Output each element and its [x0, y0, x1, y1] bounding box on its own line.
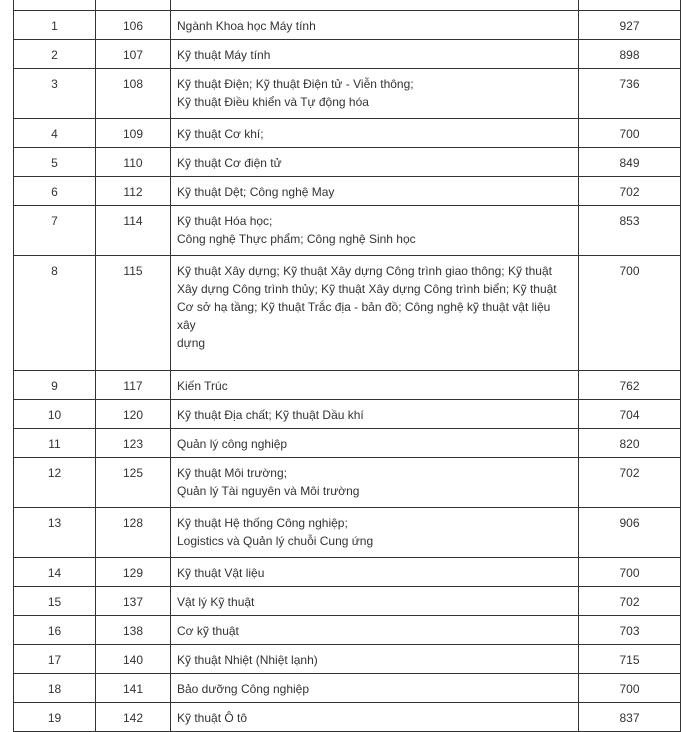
- major-name: [171, 400, 579, 429]
- major-name-line: Kỹ thuật Máy tính: [177, 48, 271, 62]
- major-name-line: Bảo dưỡng Công nghiệp: [177, 682, 309, 696]
- table-row: [14, 587, 681, 616]
- table-row: [14, 40, 681, 69]
- major-code: 108: [96, 69, 171, 119]
- row-number: 3: [14, 69, 96, 119]
- table-row: [14, 371, 681, 400]
- admission-score: 853: [579, 206, 681, 256]
- major-name: [171, 616, 579, 645]
- major-name: [171, 703, 579, 732]
- admission-score: 700: [579, 674, 681, 703]
- admission-score: 702: [579, 458, 681, 508]
- row-number: 16: [14, 616, 96, 645]
- row-number: 15: [14, 587, 96, 616]
- major-name-line: Vật lý Kỹ thuật: [177, 595, 255, 609]
- admission-score: 849: [579, 148, 681, 177]
- row-number: 10: [14, 400, 96, 429]
- table-row: [14, 458, 681, 508]
- table-row: [14, 256, 681, 371]
- major-code: 109: [96, 119, 171, 148]
- table-row: [14, 11, 681, 40]
- major-code: 125: [96, 458, 171, 508]
- admission-score: 736: [579, 69, 681, 119]
- major-code: 128: [96, 508, 171, 558]
- row-number: 2: [14, 40, 96, 69]
- major-name: [171, 674, 579, 703]
- major-code: 115: [96, 256, 171, 371]
- row-number: 17: [14, 645, 96, 674]
- major-name-line: Kỹ thuật Hệ thống Công nghiệp;: [177, 516, 348, 530]
- major-name-line: Quản lý công nghiệp: [177, 437, 288, 451]
- major-name-line: Cơ sở hạ tầng; Kỹ thuật Trắc địa - bản đồ; Công nghệ kỹ thuật vật liệu xây: [177, 300, 551, 332]
- admission-score: 704: [579, 400, 681, 429]
- major-name-line: Kỹ thuật Cơ khí;: [177, 127, 264, 141]
- table-row: [14, 558, 681, 587]
- major-name-line: Logistics và Quản lý chuỗi Cung ứng: [177, 534, 374, 548]
- major-name: [171, 177, 579, 206]
- admission-score: 700: [579, 119, 681, 148]
- admission-score: 700: [579, 256, 681, 371]
- admission-score: 700: [579, 558, 681, 587]
- table-row: [14, 429, 681, 458]
- admission-score: 906: [579, 508, 681, 558]
- row-number: 7: [14, 206, 96, 256]
- admission-score-table: [13, 0, 681, 732]
- table-row: [14, 206, 681, 256]
- table-row: [14, 674, 681, 703]
- major-code: 141: [96, 674, 171, 703]
- major-code: 112: [96, 177, 171, 206]
- table-row: [14, 616, 681, 645]
- row-number: 19: [14, 703, 96, 732]
- major-code: 129: [96, 558, 171, 587]
- admission-score: 927: [579, 11, 681, 40]
- major-name: [171, 206, 579, 256]
- major-name: [171, 256, 579, 371]
- row-number: 18: [14, 674, 96, 703]
- major-name-line: Kỹ thuật Điện; Kỹ thuật Điện tử - Viễn thông;: [177, 77, 414, 91]
- major-name: [171, 587, 579, 616]
- major-name-line: Kỹ thuật Dệt; Công nghệ May: [177, 185, 335, 199]
- major-name: [171, 645, 579, 674]
- major-name-line: Quản lý Tài nguyên và Môi trường: [177, 484, 360, 498]
- admission-score: 702: [579, 177, 681, 206]
- table-row-empty: [14, 0, 681, 11]
- admission-score: 837: [579, 703, 681, 732]
- admission-score: 762: [579, 371, 681, 400]
- major-name: [171, 11, 579, 40]
- major-code: 114: [96, 206, 171, 256]
- major-name-line: Kỹ thuật Cơ điện tử: [177, 156, 282, 170]
- row-number: 8: [14, 256, 96, 371]
- table-row: [14, 703, 681, 732]
- major-name: [171, 429, 579, 458]
- table-row: [14, 119, 681, 148]
- admission-score: 898: [579, 40, 681, 69]
- major-name-line: Kỹ thuật Vật liệu: [177, 566, 265, 580]
- major-code: 138: [96, 616, 171, 645]
- table-row: [14, 400, 681, 429]
- major-name-line: Kỹ thuật Điều khiển và Tự động hóa: [177, 95, 369, 109]
- admission-score: 703: [579, 616, 681, 645]
- major-name-line: Cơ kỹ thuật: [177, 624, 239, 638]
- major-name-line: Kiến Trúc: [177, 379, 228, 393]
- major-name: [171, 558, 579, 587]
- major-name: [171, 508, 579, 558]
- major-name-line: Kỹ thuật Nhiệt (Nhiệt lạnh): [177, 653, 318, 667]
- table-row: [14, 177, 681, 206]
- major-name-line: Kỹ thuật Ô tô: [177, 711, 248, 725]
- admission-score: 715: [579, 645, 681, 674]
- admission-score: 702: [579, 587, 681, 616]
- row-number: 1: [14, 11, 96, 40]
- major-name-line: Xây dựng Công trình thủy; Kỹ thuật Xây dựng Công trình biển; Kỹ thuật: [177, 282, 557, 296]
- major-code: 123: [96, 429, 171, 458]
- table-row: [14, 645, 681, 674]
- row-number: 6: [14, 177, 96, 206]
- major-code: 107: [96, 40, 171, 69]
- major-code: 117: [96, 371, 171, 400]
- major-name: [171, 40, 579, 69]
- table-row: [14, 508, 681, 558]
- major-code: 142: [96, 703, 171, 732]
- major-name-line: Công nghệ Thực phẩm; Công nghệ Sinh học: [177, 232, 416, 246]
- row-number: 11: [14, 429, 96, 458]
- major-name-line: Kỹ thuật Hóa học;: [177, 214, 273, 228]
- row-number: 5: [14, 148, 96, 177]
- table-body: [14, 0, 681, 732]
- admission-score: 820: [579, 429, 681, 458]
- row-number: 4: [14, 119, 96, 148]
- major-name: [171, 148, 579, 177]
- major-code: 140: [96, 645, 171, 674]
- major-name: [171, 371, 579, 400]
- major-code: 106: [96, 11, 171, 40]
- major-name: [171, 119, 579, 148]
- table-row: [14, 69, 681, 119]
- row-number: 9: [14, 371, 96, 400]
- major-name-line: Kỹ thuật Xây dựng; Kỹ thuật Xây dựng Công trình giao thông; Kỹ thuật: [177, 264, 552, 278]
- row-number: 14: [14, 558, 96, 587]
- row-number: 13: [14, 508, 96, 558]
- major-name-line: dựng: [177, 336, 206, 350]
- table-row: [14, 148, 681, 177]
- row-number: 12: [14, 458, 96, 508]
- major-name: [171, 69, 579, 119]
- major-code: 110: [96, 148, 171, 177]
- major-name-line: Kỹ thuật Môi trường;: [177, 466, 287, 480]
- major-code: 120: [96, 400, 171, 429]
- major-name-line: Ngành Khoa học Máy tính: [177, 19, 316, 33]
- major-name: [171, 458, 579, 508]
- major-code: 137: [96, 587, 171, 616]
- major-name-line: Kỹ thuật Địa chất; Kỹ thuật Dầu khí: [177, 408, 364, 422]
